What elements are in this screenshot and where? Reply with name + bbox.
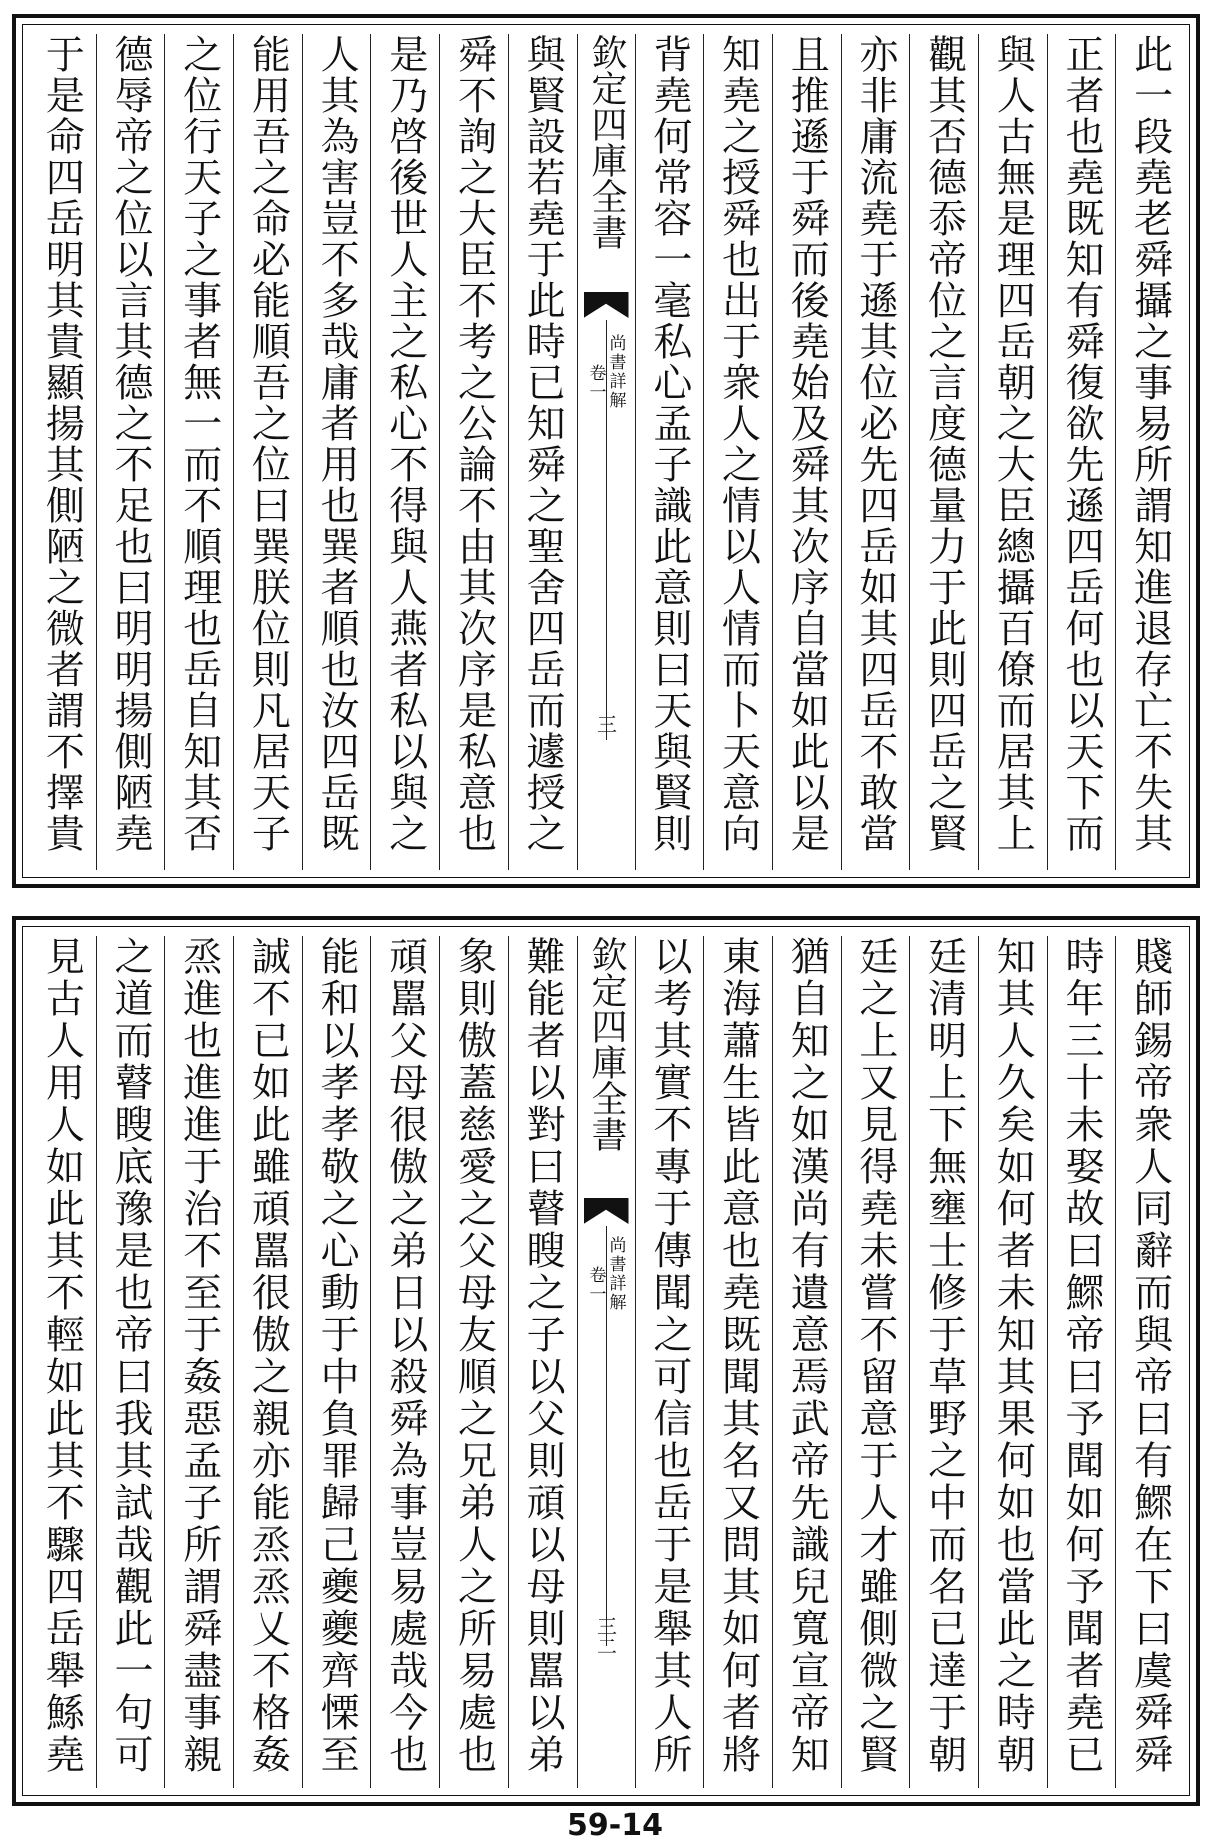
book-name: 欽定四庫全書 (586, 936, 627, 1152)
upper-page (12, 14, 1200, 888)
column-text: 以考其實不專于傳聞之可信也岳于是舉其人所 (646, 936, 692, 1776)
column-text: 是乃啓後世人主之私心不得與人燕者私以與之 (382, 34, 428, 854)
text-column (302, 936, 371, 1788)
column-text: 舜不詢之大臣不考之公論不由其次序是私意也 (451, 34, 497, 854)
juan-number: 卷一 (585, 364, 606, 402)
column-text: 誠不已如此雖頑嚚很傲之親亦能烝烝乂不格姦 (245, 936, 291, 1776)
text-column (703, 936, 772, 1788)
text-column (1115, 936, 1184, 1788)
text-column (978, 34, 1047, 870)
column-text: 廷清明上下無壅士修于草野之中而名已達于朝 (921, 936, 967, 1776)
column-text: 能用吾之命必能順吾之位曰巽朕位則凡居天子 (245, 34, 291, 854)
column-text: 象則傲蓋慈愛之父母友順之兄弟人之所易處也 (451, 936, 497, 1776)
upper-columns (28, 34, 1184, 870)
fold-center-column (577, 34, 635, 870)
column-text: 見古人用人如此其不輕如此其不驟四岳舉鯀堯 (39, 936, 85, 1776)
lower-columns (28, 936, 1184, 1788)
text-column (164, 936, 233, 1788)
text-column (909, 936, 978, 1788)
column-text: 烝進也進進于治不至于姦惡孟子所謂舜盡事親 (176, 936, 222, 1776)
text-column (28, 34, 96, 870)
column-text: 廷之上又見得堯未嘗不留意于人才雖側微之賢 (852, 936, 898, 1776)
column-text: 知其人久矣如何者未知其果何如也當此之時朝 (990, 936, 1036, 1776)
book-name: 欽定四庫全書 (586, 34, 627, 250)
text-column (841, 34, 910, 870)
column-text: 與賢設若堯于此時已知舜之聖舍四岳而遽授之 (520, 34, 566, 854)
column-text: 正者也堯既知有舜復欲先遜四岳何也以天下而 (1058, 34, 1104, 854)
text-column (1047, 34, 1116, 870)
text-column (1115, 34, 1184, 870)
text-column (302, 34, 371, 870)
lower-page (12, 916, 1200, 1806)
text-column (233, 936, 302, 1788)
column-text: 觀其否德忝帝位之言度德量力于此則四岳之賢 (921, 34, 967, 854)
text-column (635, 34, 704, 870)
text-column (978, 936, 1047, 1788)
text-column (96, 936, 165, 1788)
column-text: 賤師錫帝衆人同辭而與帝曰有鰥在下曰虞舜舜 (1127, 936, 1173, 1776)
text-column (439, 936, 508, 1788)
column-text: 此一段堯老舜攝之事易所謂知進退存亡不失其 (1127, 34, 1173, 854)
volume-title: 尚書詳解 (605, 1236, 626, 1312)
column-text: 于是命四岳明其貴顯揚其側陋之微者謂不擇貴 (39, 34, 85, 854)
fish-tail-ornament (584, 1198, 629, 1224)
scan-page-number: 59-14 (567, 1808, 663, 1843)
column-text: 知堯之授舜也出于衆人之情以人情而卜天意向 (715, 34, 761, 854)
text-column (772, 936, 841, 1788)
column-text: 德辱帝之位以言其德之不足也曰明明揚側陋堯 (108, 34, 154, 854)
fold-center-column (577, 936, 635, 1788)
column-text: 頑嚚父母很傲之弟日以殺舜為事豈易處哉今也 (382, 936, 428, 1776)
column-text: 且推遜于舜而後堯始及舜其次序自當如此以是 (784, 34, 830, 854)
text-column (635, 936, 704, 1788)
column-text: 之道而瞽瞍底豫是也帝曰我其試哉觀此一句可 (108, 936, 154, 1776)
column-text: 背堯何常容一毫私心孟子識此意則曰天與賢則 (646, 34, 692, 854)
text-column (508, 34, 577, 870)
column-text: 亦非庸流堯于遜其位必先四岳如其四岳不敢當 (852, 34, 898, 854)
text-column (1047, 936, 1116, 1788)
text-column (96, 34, 165, 870)
text-column (508, 936, 577, 1788)
column-text: 之位行天子之事者無一而不順理也岳自知其否 (176, 34, 222, 854)
column-text: 東海蕭生皆此意也堯既聞其名又問其如何者將 (715, 936, 761, 1776)
fish-tail-ornament (584, 292, 629, 318)
column-text: 猶自知之如漢尚有遺意焉武帝先識兒寬宣帝知 (784, 936, 830, 1776)
column-text: 與人古無是理四岳朝之大臣總攝百僚而居其上 (990, 34, 1036, 854)
column-text: 時年三十未娶故曰鰥帝曰予聞如何予聞者堯已 (1058, 936, 1104, 1776)
volume-title: 尚書詳解 (605, 334, 626, 410)
text-column (233, 34, 302, 870)
column-text: 難能者以對曰瞽瞍之子以父則頑以母則嚚以弟 (520, 936, 566, 1776)
text-column (439, 34, 508, 870)
column-text: 人其為害豈不多哉庸者用也巽者順也汝四岳既 (314, 34, 360, 854)
juan-number: 卷一 (585, 1266, 606, 1304)
text-column (164, 34, 233, 870)
text-column (703, 34, 772, 870)
column-text: 能和以孝孝敬之心動于中負罪歸己夔夔齊慄至 (314, 936, 360, 1776)
text-column (772, 34, 841, 870)
leaf-number: 三 (593, 714, 618, 734)
text-column (370, 34, 439, 870)
text-column (909, 34, 978, 870)
leaf-number: 三二 (593, 1616, 618, 1656)
text-column (28, 936, 96, 1788)
text-column (370, 936, 439, 1788)
text-column (841, 936, 910, 1788)
